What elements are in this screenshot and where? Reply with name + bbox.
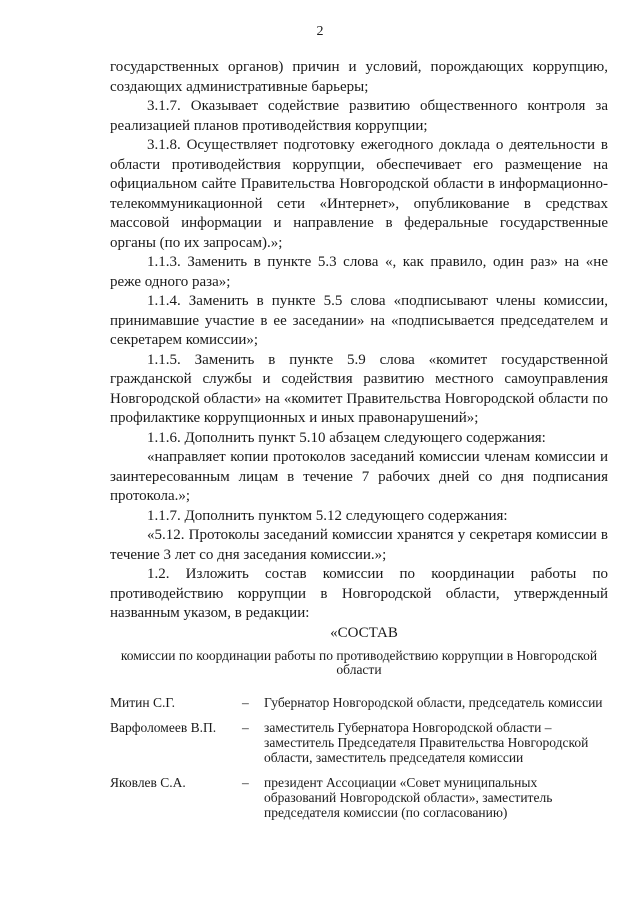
paragraph: 1.1.7. Дополнить пунктом 5.12 следующего содержания: <box>147 507 508 524</box>
member-row <box>110 695 608 710</box>
member-row <box>110 775 608 820</box>
paragraph: 1.1.5. Заменить в пункте 5.9 слова «комитет государственной гражданской службы и содействия развитию местного самоуправления Новгородской области» на «комитет Правительства Новгородской области по профилактике коррупционных и иных правонарушений»; <box>110 351 608 426</box>
composition-heading <box>110 624 608 678</box>
member-dash: – <box>242 695 249 710</box>
member-name: Варфоломеев В.П. <box>110 720 217 735</box>
member-row <box>110 720 608 765</box>
composition-title: «СОСТАВ <box>330 624 398 641</box>
member-role: Губернатор Новгородской области, председатель комиссии <box>264 695 603 710</box>
document-body <box>110 58 608 830</box>
member-role: заместитель Губернатора Новгородской области – заместитель Председателя Правительства Новгородской области, заместитель председателя комиссии <box>264 720 589 765</box>
paragraph: 1.1.4. Заменить в пункте 5.5 слова «подписывают члены комиссии, принимавшие участие в ее заседании» на «подписывается председателем и секретарем комиссии»; <box>110 293 608 348</box>
paragraph: 1.1.6. Дополнить пункт 5.10 абзацем следующего содержания: <box>147 429 546 446</box>
page-number: 2 <box>316 24 324 39</box>
paragraph: «5.12. Протоколы заседаний комиссии хранятся у секретаря комиссии в течение 3 лет со дня заседания комиссии.»; <box>110 527 608 563</box>
paragraph: «направляет копии протоколов заседаний комиссии членам комиссии и заинтересованным лицам в течение 7 рабочих дней со дня подписания протокола.»; <box>110 449 608 504</box>
member-role: президент Ассоциации «Совет муниципальных образований Новгородской области», заместитель председателя комиссии (по согласованию) <box>264 775 553 820</box>
member-name: Митин С.Г. <box>110 695 175 710</box>
members-list <box>110 695 608 820</box>
member-name: Яковлев С.А. <box>110 775 186 790</box>
paragraph: 1.2. Изложить состав комиссии по координации работы по противодействию коррупции в Новгородской области, утвержденный названным указом, в редакции: <box>110 566 608 621</box>
paragraph: 3.1.7. Оказывает содействие развитию общественного контроля за реализацией планов противодействия коррупции; <box>110 98 608 134</box>
composition-subtitle: комиссии по координации работы по противодействию коррупции в Новгородской области <box>120 648 598 677</box>
paragraph: государственных органов) причин и условий, порождающих коррупцию, создающих административные барьеры; <box>110 59 608 95</box>
paragraph: 3.1.8. Осуществляет подготовку ежегодного доклада о деятельности в области противодействия коррупции, обеспечивает его размещение на официальном сайте Правительства Новгородской области в информационно-телекоммуникационной сети «Интернет», опубликование в средствах массовой информации и направление в федеральные государственные органы (по их запросам).»; <box>110 137 608 251</box>
member-dash: – <box>242 720 249 735</box>
member-dash: – <box>242 775 249 790</box>
paragraph: 1.1.3. Заменить в пункте 5.3 слова «, как правило, один раз» на «не реже одного раза»; <box>110 254 608 290</box>
